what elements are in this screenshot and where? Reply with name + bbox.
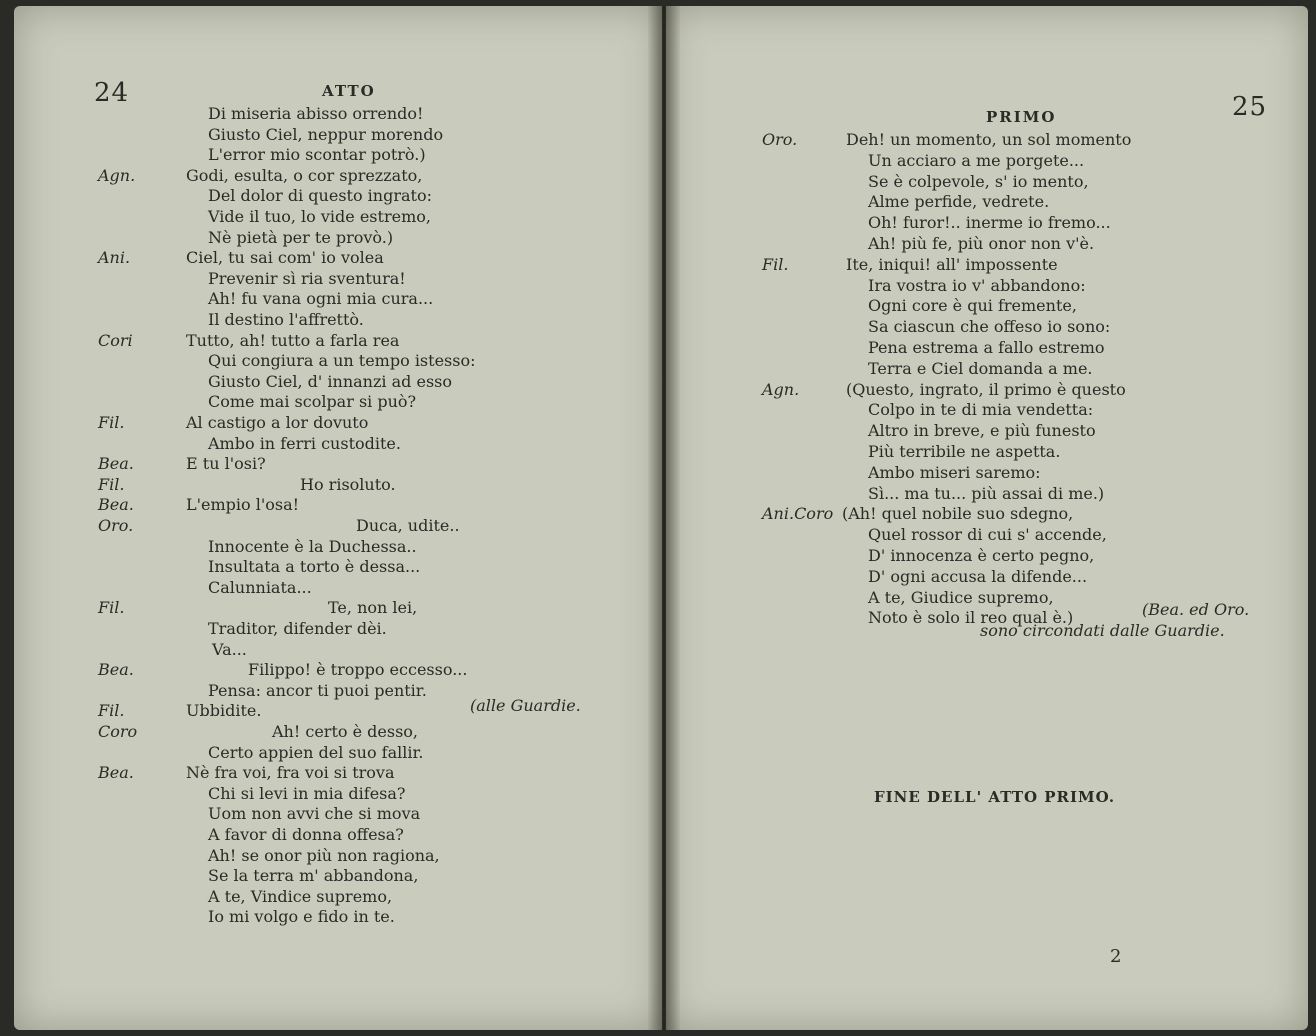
verse-line: A te, Giudice supremo, (868, 587, 1054, 607)
verse-line: Ciel, tu sai com' io volea (186, 248, 384, 268)
speaker-label: Fil. (98, 701, 125, 721)
verse-line: Sì... ma tu... più assai di me.) (868, 483, 1105, 503)
speaker-label: Ani. (98, 248, 131, 268)
verse-line: Come mai scolpar si può? (208, 392, 417, 412)
book-gutter (648, 6, 680, 1030)
verse-line: E tu l'osi? (186, 454, 266, 474)
verse-line: Vide il tuo, lo vide estremo, (208, 207, 431, 226)
speaker-label: Ani.Coro (762, 504, 834, 524)
verse-line: Prevenir sì ria sventura! (208, 268, 406, 288)
verse-line: Ogni core è qui fremente, (868, 296, 1077, 316)
verse-line: Nè pietà per te provò.) (208, 227, 394, 247)
verse-line: Tutto, ah! tutto a farla rea (186, 330, 400, 350)
verse-line: Un acciaro a me porgete... (868, 150, 1085, 170)
speaker-label: Bea. (98, 763, 134, 783)
verse-line: Deh! un momento, un sol momento (846, 130, 1132, 149)
verse-line: Di miseria abisso orrendo! (208, 104, 424, 123)
verse-line: Chi si levi in mia difesa? (208, 783, 406, 803)
stage-direction-right-2: sono circondati dalle Guardie. (980, 621, 1225, 640)
verse-line: Se la terra m' abbandona, (208, 866, 419, 886)
verse-line: Qui congiura a un tempo istesso: (208, 351, 476, 371)
verse-line: Se è colpevole, s' io mento, (868, 171, 1089, 191)
verse-line: Alme perfide, vedrete. (868, 192, 1050, 212)
verse-line: Uom non avvi che si mova (208, 804, 421, 824)
speaker-label: Agn. (762, 379, 800, 399)
speaker-label: Bea. (98, 660, 134, 680)
verse-line: Ah! se onor più non ragiona, (208, 845, 440, 865)
verse-line: Terra e Ciel domanda a me. (868, 358, 1093, 378)
verse-line: Traditor, difender dèi. (208, 619, 387, 638)
verse-line: Nè fra voi, fra voi si trova (186, 763, 395, 783)
verse-line: Te, non lei, (328, 598, 418, 618)
page-number-right: 25 (1232, 92, 1268, 122)
verse-line: D' innocenza è certo pegno, (868, 546, 1095, 565)
end-of-act-title: FINE DELL' ATTO PRIMO. (874, 788, 1116, 806)
verse-line: Quel rossor di cui s' accende, (868, 525, 1107, 545)
verse-line: Il destino l'affrettò. (208, 310, 364, 329)
verse-line: (Ah! quel nobile suo sdegno, (842, 504, 1074, 524)
verse-line: Certo appien del suo fallir. (208, 742, 424, 762)
verse-line: (Questo, ingrato, il primo è questo (846, 379, 1126, 399)
stage-direction-left: (alle Guardie. (470, 696, 581, 715)
running-head-left: ATTO (322, 82, 376, 100)
verse-line: Ambo in ferri custodite. (208, 433, 401, 453)
verse-line: Al castigo a lor dovuto (186, 413, 369, 432)
speaker-label: Fil. (98, 598, 125, 618)
verse-line: Del dolor di questo ingrato: (208, 186, 432, 206)
verse-line: Altro in breve, e più funesto (868, 421, 1096, 441)
verse-line: Ah! più fe, più onor non v'è. (868, 234, 1095, 253)
verse-line: Calunniata... (208, 577, 312, 597)
verse-line: Filippo! è troppo eccesso... (248, 660, 468, 680)
speaker-label: Bea. (98, 495, 134, 515)
verse-line: Pensa: ancor ti puoi pentir. (208, 680, 427, 700)
verse-line: Ah! fu vana ogni mia cura... (208, 289, 434, 309)
verse-line: A favor di donna offesa? (208, 825, 404, 844)
verse-line: Io mi volgo e fido in te. (208, 907, 395, 927)
verse-line: Godi, esulta, o cor sprezzato, (186, 165, 423, 185)
verse-line: Sa ciascun che offeso io sono: (868, 317, 1111, 337)
speaker-label: Oro. (98, 516, 134, 535)
verse-line: A te, Vindice supremo, (208, 886, 393, 906)
verse-line: Ira vostra io v' abbandono: (868, 275, 1086, 295)
speaker-label: Cori (98, 330, 133, 350)
verse-line: Ho risoluto. (300, 474, 396, 494)
speaker-label: Oro. (762, 130, 798, 149)
verse-line: Giusto Ciel, d' innanzi ad esso (208, 371, 452, 391)
verse-line: Giusto Ciel, neppur morendo (208, 124, 444, 144)
verse-line: Più terribile ne aspetta. (868, 442, 1061, 461)
running-head-right: PRIMO (986, 108, 1057, 126)
speaker-label: Coro (98, 722, 138, 741)
speaker-label: Agn. (98, 165, 136, 185)
verse-line: L'error mio scontar potrò.) (208, 145, 426, 165)
speaker-label: Fil. (98, 413, 125, 432)
speaker-label: Fil. (98, 474, 125, 494)
verse-line: Colpo in te di mia vendetta: (868, 400, 1094, 420)
verse-line: Va... (212, 639, 247, 659)
signature-mark: 2 (1110, 946, 1122, 967)
speaker-label: Fil. (762, 254, 789, 274)
verse-line: Insultata a torto è dessa... (208, 557, 421, 577)
verse-line: Ah! certo è desso, (272, 722, 419, 741)
verse-line: D' ogni accusa la difende... (868, 566, 1088, 586)
verse-line: Duca, udite.. (356, 516, 460, 535)
verse-line: Ubbidite. (186, 701, 262, 721)
verse-line: Ite, iniqui! all' impossente (846, 254, 1058, 274)
verse-line: Noto è solo il reo qual è.) (868, 608, 1074, 628)
verse-line: Oh! furor!.. inerme io fremo... (868, 213, 1111, 233)
verse-line: Ambo miseri saremo: (868, 462, 1041, 482)
page-number-left: 24 (94, 78, 130, 108)
verse-line: Pena estrema a fallo estremo (868, 338, 1105, 357)
verse-line: Innocente è la Duchessa.. (208, 536, 417, 556)
verse-line: L'empio l'osa! (186, 495, 300, 515)
speaker-label: Bea. (98, 454, 134, 474)
stage-direction-right-1: (Bea. ed Oro. (1142, 600, 1250, 619)
